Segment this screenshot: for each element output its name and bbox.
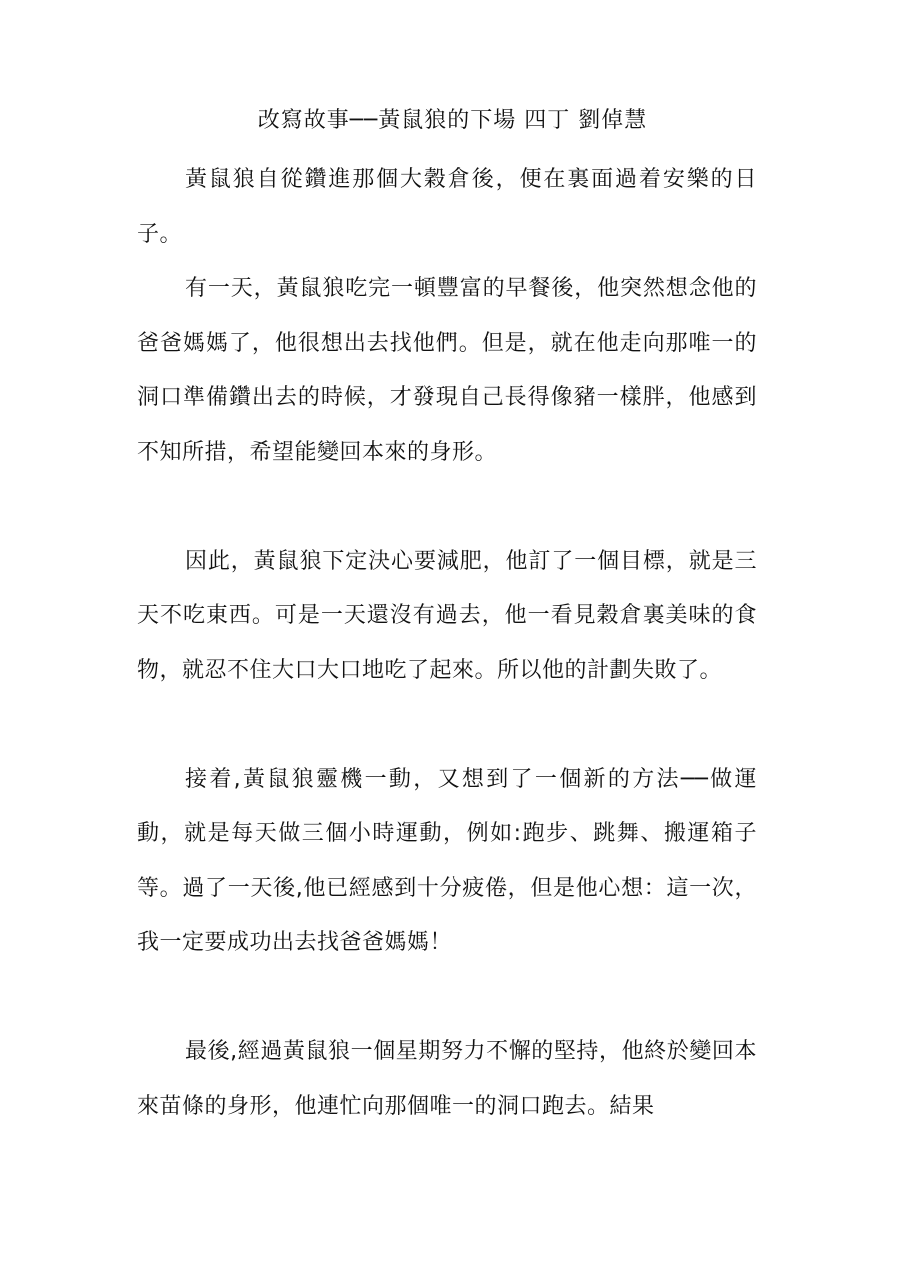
paragraph-2: 有一天，黃鼠狼吃完一頓豐富的早餐後，他突然想念他的爸爸媽媽了，他很想出去找他們。但是，就在他走向那唯一的洞口準備鑽出去的時候，才發現自己長得像豬一樣胖，他感到不知所措，希望能變回本來的身形。: [137, 276, 757, 465]
document-title: 改寫故事──黃鼠狼的下場 四丁 劉倬慧: [257, 108, 648, 133]
paragraph-gap: [137, 971, 757, 1026]
paragraph-3: 因此，黃鼠狼下定決心要減肥，他訂了一個目標，就是三天不吃東西。可是一天還沒有過去，他一看見穀倉裏美味的食物，就忍不住大口大口地吃了起來。所以他的計劃失敗了。: [137, 548, 757, 683]
document-body: [137, 153, 757, 1134]
paragraph-5: 最後,經過黃鼠狼一個星期努力不懈的堅持，他終於變回本來苗條的身形，他連忙向那個唯一的洞口跑去。結果: [137, 1039, 757, 1119]
paragraph-gap: [137, 698, 757, 753]
paragraph-4: 接着,黃鼠狼靈機一動，又想到了一個新的方法──做運動，就是每天做三個小時運動，例如:跑步、跳舞、搬運箱子等。過了一天後,他已經感到十分疲倦，但是他心想：這一次，我一定要成功出去找爸爸媽媽！: [137, 766, 757, 955]
paragraph-1: 黃鼠狼自從鑽進那個大穀倉後，便在裏面過着安樂的日子。: [137, 167, 757, 247]
paragraph-gap: [137, 480, 757, 535]
